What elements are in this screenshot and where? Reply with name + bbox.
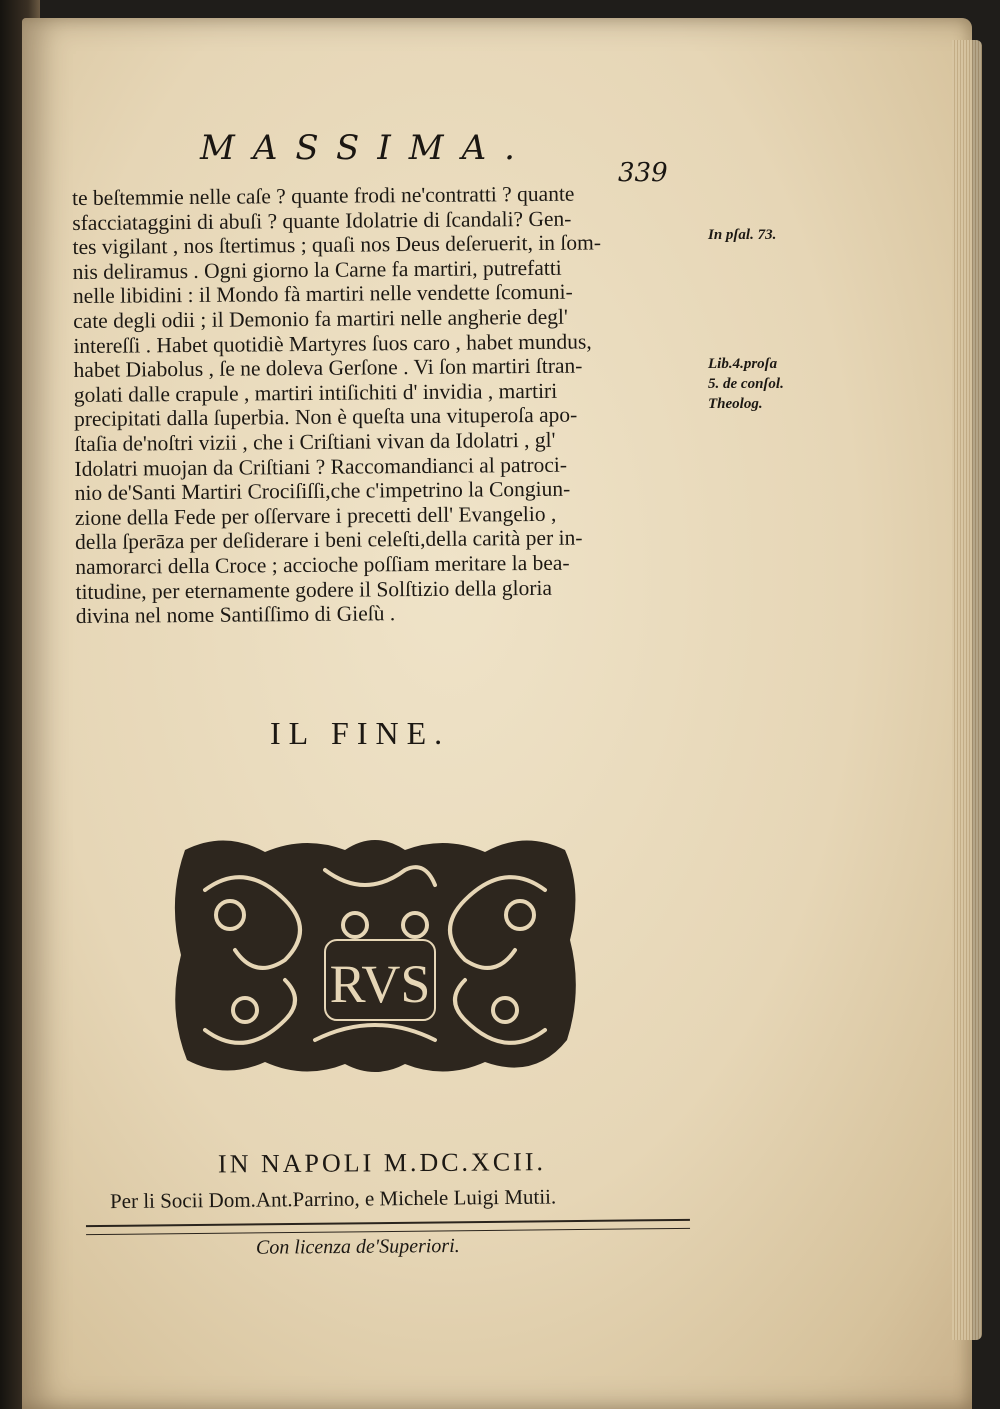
text-line: te beſtemmie nelle caſe ? quante frodi ne'contratti ? quante (72, 181, 575, 210)
text-line: della ſperāza per deſiderare i beni celeſti,della carità per in- (75, 525, 583, 555)
body-text (72, 180, 716, 628)
text-line: ſtaſia de'noſtri vizii , che i Criſtiani vivan da Idolatri , gl' (74, 427, 556, 456)
end-title: IL FINE. (270, 715, 451, 751)
text-line: nis deliramus . Ogni giorno la Carne fa martiri, putrefatti (72, 255, 562, 284)
marginal-note: In pſal. 73. (708, 227, 777, 243)
text-line: namorarci della Croce ; accioche poſſiam meritare la bea- (75, 550, 570, 579)
text-line: nio de'Santi Martiri Crociſiſſi,che c'impetrino la Congiun- (74, 476, 571, 506)
text-line: sfacciataggini di abuſi ? quante Idolatrie di ſcandali? Gen- (72, 206, 572, 235)
imprint-license: Con licenza de'Superiori. (255, 1234, 460, 1259)
text-line: titudine, per eternamente godere il Solſtizio della gloria (75, 575, 553, 604)
text-line: Idolatri muojan da Criſtiani ? Raccomandianci al patroci- (74, 452, 568, 481)
marginal-note-line: 5. de conſol. (708, 376, 784, 392)
text-line: golati dalle crapule , martiri intiſichiti d' invidia , martiri (73, 378, 558, 407)
text-line: habet Diabolus , ſe ne doleva Gerſone . Vi ſon martiri ſtran- (73, 353, 583, 383)
text-line: nelle libidini : il Mondo fà martiri nelle vendette ſcomuni- (72, 280, 573, 309)
page-edges (952, 40, 982, 1340)
marginal-note-line: Theolog. (708, 396, 763, 412)
marginal-note (708, 354, 784, 414)
text-line: precipitati dalla ſuperbia. Non è queſta una vituperoſa apo- (73, 402, 578, 432)
text-line: intereſſi . Habet quotidiè Martyres ſuos caro , habet mundus, (73, 329, 592, 358)
text-line: tes vigilant , nos ſtertimus ; quaſi nos Deus deſeruerit, in ſom- (72, 230, 602, 260)
ornament-monogram: RVS (329, 954, 431, 1014)
page-number: 339 (618, 158, 668, 188)
text-line: cate degli odii ; il Demonio fa martiri nelle angherie degl' (73, 304, 568, 333)
marginal-note-line: Lib.4.proſa (708, 356, 778, 372)
running-head: MASSIMA. (200, 128, 533, 168)
imprint-printers: Per li Socii Dom.Ant.Parrino, e Michele Luigi Mutii. (109, 1184, 557, 1214)
text-line: zione della Fede per oſſervare i precetti dell' Evangelio , (74, 501, 557, 530)
text-line: divina nel nome Santiſſimo di Gieſù . (75, 601, 396, 629)
printers-device-ornament (165, 830, 585, 1080)
imprint-place-date: IN NAPOLI M.DC.XCII. (217, 1147, 547, 1179)
